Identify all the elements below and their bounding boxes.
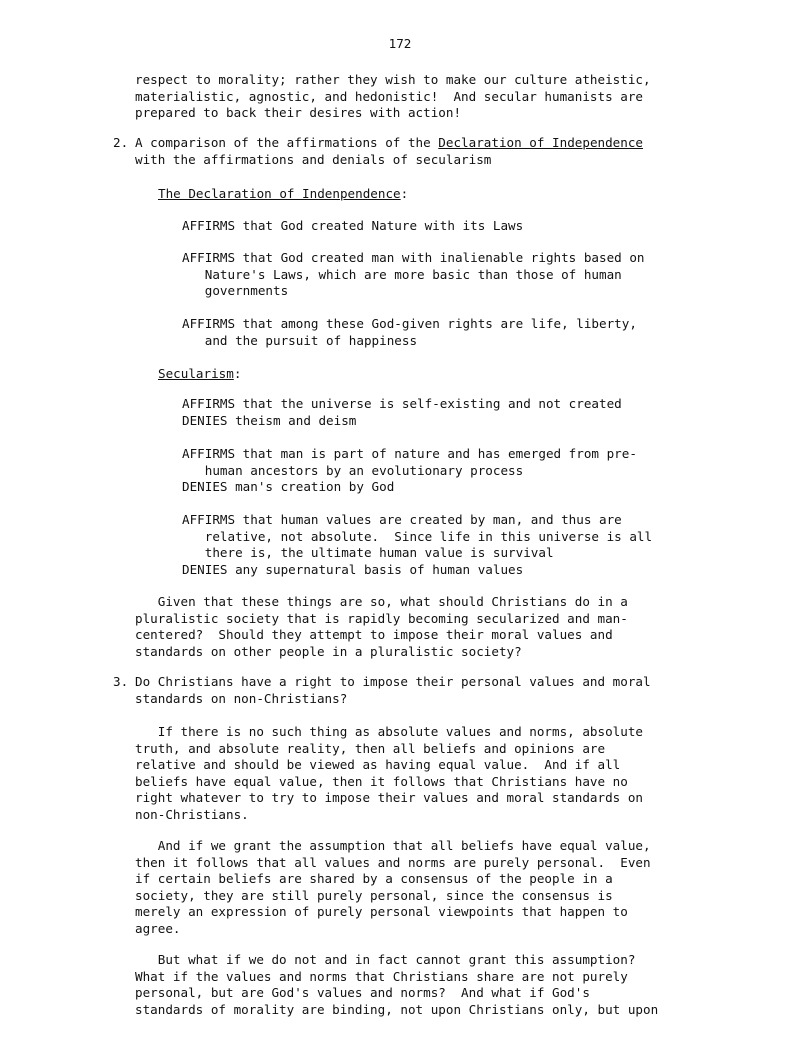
text-line: Do Christians have a right to impose their personal values and moral (135, 674, 651, 689)
text-line: A comparison of the affirmations of the (135, 135, 439, 150)
heading-colon: : (400, 186, 409, 201)
declaration-heading (158, 186, 408, 203)
text-line: Given that these things are so, what should Christians do in a (135, 594, 628, 609)
text-line: centered? Should they attempt to impose their moral values and (135, 627, 613, 642)
text-line: governments (182, 283, 289, 298)
text-line: But what if we do not and in fact cannot grant this assumption? (135, 952, 636, 967)
text-line: AFFIRMS that human values are created by man, and thus are (182, 512, 622, 527)
secularism-group-1 (182, 396, 622, 429)
text-line: AFFIRMS that among these God-given rights are life, liberty, (182, 316, 637, 331)
text-line: And if we grant the assumption that all beliefs have equal value, (135, 838, 651, 853)
text-line: DENIES man's creation by God (182, 479, 395, 494)
text-line: Nature's Laws, which are more basic than those of human (182, 266, 622, 282)
text-line: If there is no such thing as absolute values and norms, absolute (135, 724, 643, 739)
text-line: AFFIRMS that the universe is self-existing and not created (182, 396, 622, 411)
text-line: truth, and absolute reality, then all beliefs and opinions are (135, 740, 606, 756)
declaration-affirms-3 (182, 316, 637, 349)
text-line: relative, not absolute. Since life in this universe is all (182, 528, 653, 544)
text-line: right whatever to try to impose their values and moral standards on (135, 790, 643, 805)
text-line: personal, but are God's values and norms? And what if God's (135, 985, 590, 1000)
heading-colon: : (233, 366, 242, 381)
section-3-paragraph-1 (135, 724, 643, 823)
declaration-affirms-1 (182, 218, 523, 235)
text-line: human ancestors by an evolutionary process (182, 462, 524, 478)
text-line: merely an expression of purely personal viewpoints that happen to (135, 904, 628, 919)
text-line: standards on other people in a pluralistic society? (135, 643, 522, 659)
text-line: beliefs have equal value, then it follows that Christians have no (135, 773, 628, 789)
text-line: then it follows that all values and norms are purely personal. Even (135, 854, 651, 870)
text-line: AFFIRMS that man is part of nature and has emerged from pre- (182, 446, 637, 461)
section-number: 2. (113, 135, 129, 150)
text-line: and the pursuit of happiness (182, 332, 418, 348)
secularism-group-3 (182, 512, 652, 578)
text-line: society, they are still purely personal, since the consensus is (135, 887, 613, 903)
heading-text: Secularism (158, 366, 234, 381)
intro-paragraph (135, 72, 651, 122)
section-3-heading (113, 674, 651, 707)
text-line: materialistic, agnostic, and hedonistic! And secular humanists are (135, 88, 643, 104)
text-line: non-Christians. (135, 806, 249, 822)
secularism-heading (158, 366, 241, 383)
text-line: DENIES theism and deism (182, 412, 357, 428)
page-number: 172 (388, 36, 412, 51)
text-line: with the affirmations and denials of secularism (135, 151, 492, 167)
text-line: respect to morality; rather they wish to make our culture atheistic, (135, 72, 651, 87)
text-line: AFFIRMS that God created man with inalienable rights based on (182, 250, 645, 265)
declaration-title-link: Declaration of Independence (438, 135, 644, 150)
text-line: AFFIRMS that God created Nature with its Laws (182, 218, 524, 233)
text-line: pluralistic society that is rapidly becoming secularized and man- (135, 610, 628, 626)
text-line: standards on non-Christians? (135, 690, 348, 706)
declaration-affirms-2 (182, 250, 645, 300)
heading-text: The Declaration of Indenpendence (158, 186, 401, 201)
text-line: standards of morality are binding, not upon Christians only, but upon (135, 1001, 659, 1017)
text-line: relative and should be viewed as having equal value. And if all (135, 757, 621, 772)
text-line: prepared to back their desires with action! (135, 105, 462, 120)
secularism-group-2 (182, 446, 637, 496)
section-3-paragraph-2 (135, 838, 651, 937)
text-line: DENIES any supernatural basis of human values (182, 561, 524, 577)
text-line: there is, the ultimate human value is survival (182, 545, 554, 560)
section-3-paragraph-3 (135, 952, 658, 1018)
text-line: agree. (135, 920, 181, 936)
section-number: 3. (113, 674, 129, 689)
text-line: if certain beliefs are shared by a consensus of the people in a (135, 871, 613, 886)
given-paragraph (135, 594, 628, 660)
text-line: What if the values and norms that Christians share are not purely (135, 968, 628, 984)
section-2-heading (113, 135, 643, 168)
